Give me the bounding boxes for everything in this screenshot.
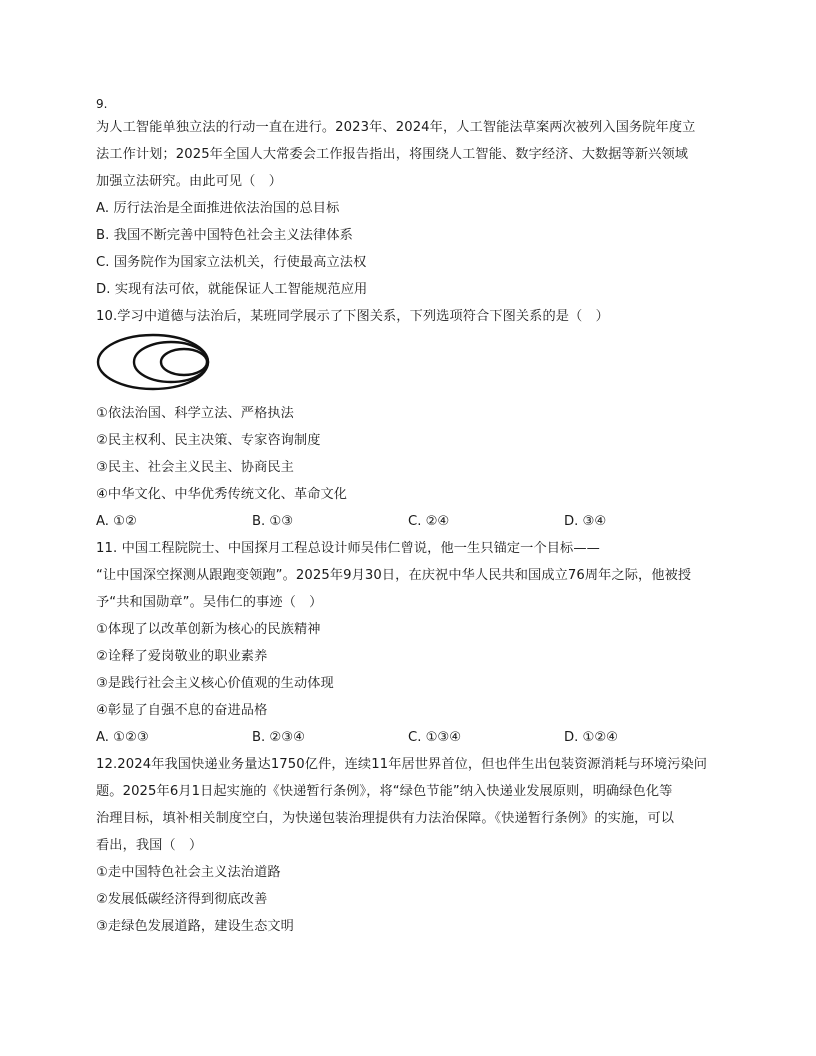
question-stem-line: 11. 中国工程院院士、中国探月工程总设计师吴伟仁曾说，他一生只锚定一个目标—— bbox=[96, 541, 600, 556]
answer-choices bbox=[96, 508, 726, 535]
question-9 bbox=[96, 94, 726, 303]
statement-4: ④中华文化、中华优秀传统文化、革命文化 bbox=[96, 487, 348, 502]
question-stem-line: 法工作计划；2025年全国人大常委会工作报告指出，将围绕人工智能、数字经济、大数据等新兴领域 bbox=[96, 147, 689, 162]
question-stem-line: 为人工智能单独立法的行动一直在进行。2023年、2024年，人工智能法草案两次被列入国务院年度立 bbox=[96, 120, 696, 135]
question-number: 9. bbox=[96, 97, 108, 111]
option-b: B. 我国不断完善中国特色社会主义法律体系 bbox=[96, 228, 353, 243]
choice-d: D. ③④ bbox=[564, 514, 607, 529]
outer-ellipse bbox=[98, 335, 208, 389]
answer-choices bbox=[96, 724, 726, 751]
choice-c: C. ①③④ bbox=[408, 730, 462, 745]
statement-3: ③是践行社会主义核心价值观的生动体现 bbox=[96, 676, 334, 691]
inner-ellipse bbox=[161, 349, 207, 375]
question-10 bbox=[96, 303, 726, 535]
nested-ellipses-diagram bbox=[96, 330, 726, 400]
statement-1: ①依法治国、科学立法、严格执法 bbox=[96, 406, 294, 421]
middle-ellipse bbox=[134, 342, 208, 382]
question-stem-line: “让中国深空探测从跟跑变领跑”。2025年9月30日，在庆祝中华人民共和国成立76周年之际，他被授 bbox=[96, 568, 692, 583]
option-a: A. 厉行法治是全面推进依法治国的总目标 bbox=[96, 201, 340, 216]
statement-3: ③走绿色发展道路，建设生态文明 bbox=[96, 919, 294, 934]
statement-2: ②发展低碳经济得到彻底改善 bbox=[96, 892, 268, 907]
choice-a: A. ①②③ bbox=[96, 730, 149, 745]
statement-2: ②诠释了爱岗敬业的职业素养 bbox=[96, 649, 268, 664]
choice-b: B. ②③④ bbox=[252, 730, 305, 745]
choice-a: A. ①② bbox=[96, 514, 137, 529]
question-stem-line: 题。2025年6月1日起实施的《快递暂行条例》，将“绿色节能”纳入快递业发展原则，明确绿色化等 bbox=[96, 784, 673, 799]
option-d: D. 实现有法可依，就能保证人工智能规范应用 bbox=[96, 282, 368, 297]
question-stem-line: 加强立法研究。由此可见（ ） bbox=[96, 174, 283, 189]
statement-1: ①体现了以改革创新为核心的民族精神 bbox=[96, 622, 321, 637]
question-stem-line: 12.2024年我国快递业务量达1750亿件，连续11年居世界首位，但也伴生出包装资源消耗与环境污染问 bbox=[96, 757, 708, 772]
statement-3: ③民主、社会主义民主、协商民主 bbox=[96, 460, 294, 475]
question-12 bbox=[96, 751, 726, 940]
choice-d: D. ①②④ bbox=[564, 730, 619, 745]
choice-b: B. ①③ bbox=[252, 514, 294, 529]
question-stem-line: 治理目标，填补相关制度空白，为快递包装治理提供有力法治保障。《快递暂行条例》的实施，可以 bbox=[96, 811, 675, 826]
choice-c: C. ②④ bbox=[408, 514, 450, 529]
statement-2: ②民主权利、民主决策、专家咨询制度 bbox=[96, 433, 321, 448]
statement-4: ④彰显了自强不息的奋进品格 bbox=[96, 703, 268, 718]
option-c: C. 国务院作为国家立法机关，行使最高立法权 bbox=[96, 255, 367, 270]
question-11 bbox=[96, 535, 726, 751]
statement-1: ①走中国特色社会主义法治道路 bbox=[96, 865, 281, 880]
question-stem-line: 10.学习中道德与法治后，某班同学展示了下图关系，下列选项符合下图关系的是（ ） bbox=[96, 309, 609, 324]
exam-page bbox=[96, 94, 726, 940]
question-stem-line: 看出，我国（ ） bbox=[96, 838, 203, 853]
question-stem-line: 予“共和国勋章”。吴伟仁的事迹（ ） bbox=[96, 595, 323, 610]
nested-ellipses-figure bbox=[96, 332, 216, 396]
